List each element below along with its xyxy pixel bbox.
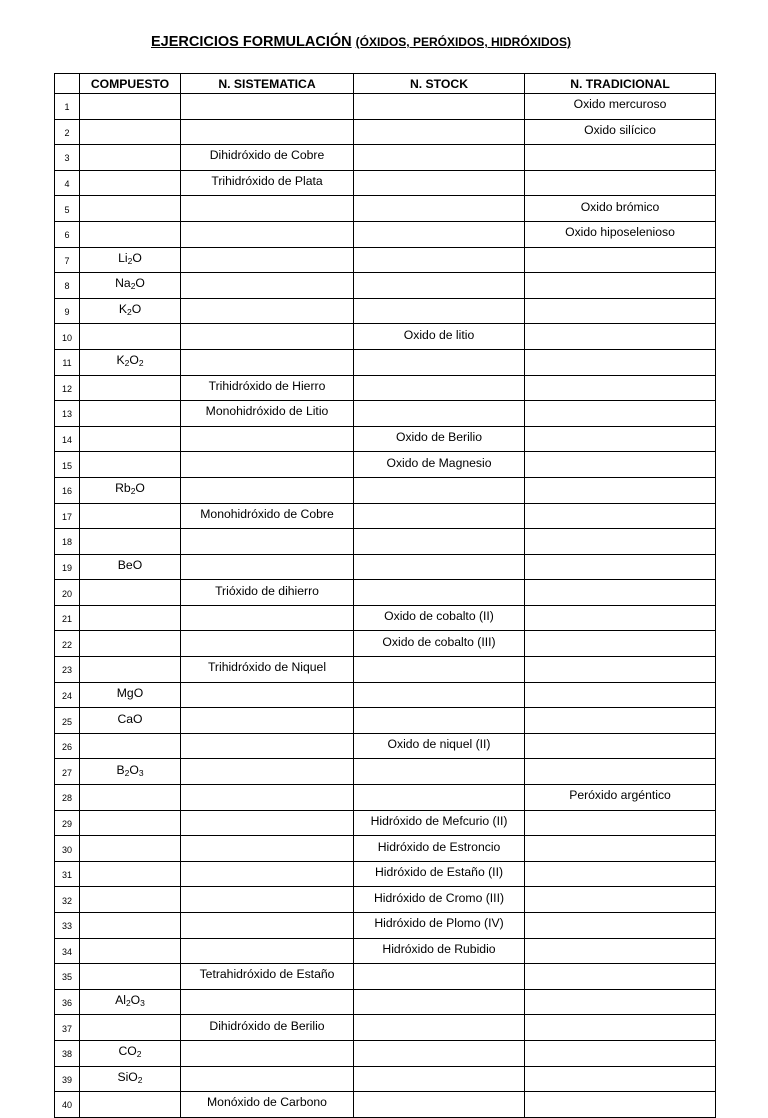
row-number: 7: [55, 247, 80, 273]
cell-compuesto: [80, 836, 181, 862]
cell-compuesto: [80, 273, 181, 299]
cell-sistematica: Tetrahidróxido de Estaño: [181, 964, 354, 990]
formula-part: BeO: [117, 557, 143, 572]
column-header-compuesto: COMPUESTO: [80, 74, 181, 94]
cell-stock: [354, 349, 525, 375]
column-header-number: [55, 74, 80, 94]
table-row: [55, 119, 716, 145]
formula-part: O: [131, 302, 142, 317]
cell-compuesto: [80, 119, 181, 145]
cell-compuesto: [80, 964, 181, 990]
table-row: [55, 375, 716, 401]
cell-compuesto: [80, 221, 181, 247]
cell-sistematica: [181, 605, 354, 631]
cell-tradicional: [525, 733, 716, 759]
row-number: 6: [55, 221, 80, 247]
table-row: [55, 196, 716, 222]
cell-compuesto: [80, 349, 181, 375]
cell-sistematica: [181, 477, 354, 503]
cell-tradicional: [525, 1015, 716, 1041]
row-number: 4: [55, 170, 80, 196]
cell-stock: [354, 529, 525, 555]
cell-sistematica: [181, 349, 354, 375]
row-number: 25: [55, 708, 80, 734]
row-number: 10: [55, 324, 80, 350]
row-number: 22: [55, 631, 80, 657]
cell-sistematica: [181, 810, 354, 836]
cell-compuesto: [80, 375, 181, 401]
cell-compuesto: [80, 196, 181, 222]
cell-stock: [354, 119, 525, 145]
table-row: [55, 682, 716, 708]
cell-sistematica: Trihidróxido de Plata: [181, 170, 354, 196]
cell-stock: [354, 580, 525, 606]
cell-tradicional: [525, 554, 716, 580]
cell-sistematica: [181, 324, 354, 350]
cell-sistematica: Monóxido de Carbono: [181, 1092, 354, 1118]
cell-sistematica: [181, 452, 354, 478]
cell-tradicional: [525, 247, 716, 273]
row-number: 21: [55, 605, 80, 631]
cell-stock: [354, 1015, 525, 1041]
cell-tradicional: [525, 913, 716, 939]
cell-sistematica: [181, 529, 354, 555]
formula-subscript: 2: [138, 358, 144, 369]
cell-stock: [354, 989, 525, 1015]
table-row: [55, 426, 716, 452]
row-number: 28: [55, 785, 80, 811]
formula-subscript: 2: [137, 1074, 143, 1085]
cell-stock: Oxido de cobalto (II): [354, 605, 525, 631]
cell-tradicional: [525, 503, 716, 529]
cell-compuesto: [80, 785, 181, 811]
table-row: [55, 94, 716, 120]
cell-sistematica: [181, 913, 354, 939]
row-number: 36: [55, 989, 80, 1015]
row-number: 15: [55, 452, 80, 478]
cell-compuesto: [80, 503, 181, 529]
row-number: 38: [55, 1040, 80, 1066]
title-main: EJERCICIOS FORMULACIÓN: [151, 34, 352, 50]
table-row: [55, 298, 716, 324]
table-row: [55, 1092, 716, 1118]
row-number: 37: [55, 1015, 80, 1041]
table-row: [55, 503, 716, 529]
cell-stock: [354, 708, 525, 734]
table-row: [55, 836, 716, 862]
cell-tradicional: [525, 708, 716, 734]
formula-part: O: [129, 353, 139, 368]
cell-tradicional: [525, 989, 716, 1015]
cell-compuesto: [80, 145, 181, 171]
cell-compuesto: [80, 580, 181, 606]
table-row: [55, 401, 716, 427]
table-row: [55, 657, 716, 683]
row-number: 17: [55, 503, 80, 529]
formula-part: O: [129, 762, 139, 777]
cell-compuesto: [80, 529, 181, 555]
table-body: [55, 94, 716, 1118]
cell-sistematica: [181, 682, 354, 708]
table-row: [55, 145, 716, 171]
row-number: 9: [55, 298, 80, 324]
formula-subscript: 2: [124, 767, 130, 778]
row-number: 8: [55, 273, 80, 299]
cell-sistematica: [181, 861, 354, 887]
cell-sistematica: [181, 708, 354, 734]
row-number: 11: [55, 349, 80, 375]
row-number: 30: [55, 836, 80, 862]
cell-sistematica: [181, 989, 354, 1015]
cell-stock: [354, 298, 525, 324]
cell-compuesto: [80, 605, 181, 631]
table-row: [55, 938, 716, 964]
table-row: [55, 554, 716, 580]
cell-stock: Hidróxido de Cromo (III): [354, 887, 525, 913]
cell-tradicional: [525, 375, 716, 401]
row-number: 13: [55, 401, 80, 427]
cell-compuesto: [80, 887, 181, 913]
cell-stock: [354, 554, 525, 580]
cell-sistematica: [181, 554, 354, 580]
cell-sistematica: [181, 273, 354, 299]
table-row: [55, 1040, 716, 1066]
table-row: [55, 989, 716, 1015]
row-number: 24: [55, 682, 80, 708]
cell-sistematica: [181, 938, 354, 964]
cell-compuesto: [80, 631, 181, 657]
column-header-stock: N. STOCK: [354, 74, 525, 94]
table-row: [55, 349, 716, 375]
cell-tradicional: Oxido mercuroso: [525, 94, 716, 120]
cell-compuesto: [80, 554, 181, 580]
cell-tradicional: [525, 605, 716, 631]
table-row: [55, 733, 716, 759]
table-row: [55, 529, 716, 555]
row-number: 26: [55, 733, 80, 759]
cell-stock: [354, 196, 525, 222]
formula-part: Na: [115, 276, 131, 291]
cell-tradicional: [525, 170, 716, 196]
cell-stock: Oxido de Berilio: [354, 426, 525, 452]
formula-part: CaO: [117, 711, 143, 726]
cell-compuesto: [80, 938, 181, 964]
cell-sistematica: Trihidróxido de Hierro: [181, 375, 354, 401]
cell-sistematica: Dihidróxido de Cobre: [181, 145, 354, 171]
cell-stock: [354, 1040, 525, 1066]
formula-part: O: [132, 250, 142, 265]
table-header-row: [55, 74, 716, 94]
cell-tradicional: [525, 324, 716, 350]
cell-stock: [354, 170, 525, 196]
row-number: 2: [55, 119, 80, 145]
row-number: 35: [55, 964, 80, 990]
cell-sistematica: [181, 733, 354, 759]
table-row: [55, 913, 716, 939]
cell-stock: Hidróxido de Mefcurio (II): [354, 810, 525, 836]
formula-part: O: [130, 993, 141, 1008]
formula-subscript: 2: [136, 1049, 142, 1060]
cell-stock: [354, 785, 525, 811]
cell-compuesto: [80, 426, 181, 452]
cell-compuesto: [80, 708, 181, 734]
formula-subscript: 2: [125, 998, 131, 1009]
cell-tradicional: [525, 657, 716, 683]
cell-compuesto: [80, 657, 181, 683]
table-row: [55, 964, 716, 990]
cell-sistematica: [181, 247, 354, 273]
cell-tradicional: [525, 861, 716, 887]
cell-stock: [354, 477, 525, 503]
cell-tradicional: [525, 836, 716, 862]
cell-tradicional: [525, 298, 716, 324]
cell-stock: [354, 273, 525, 299]
formula-part: SiO: [117, 1069, 138, 1084]
formula-part: MgO: [116, 685, 144, 700]
cell-tradicional: [525, 529, 716, 555]
table-row: [55, 785, 716, 811]
formula-subscript: 2: [130, 486, 136, 497]
formula-part: K: [116, 353, 125, 368]
cell-stock: Hidróxido de Estaño (II): [354, 861, 525, 887]
table-row: [55, 1066, 716, 1092]
formula-part: CO: [118, 1044, 137, 1059]
cell-tradicional: [525, 426, 716, 452]
cell-compuesto: [80, 989, 181, 1015]
cell-sistematica: [181, 119, 354, 145]
formula-subscript: 2: [127, 255, 133, 266]
cell-tradicional: [525, 887, 716, 913]
cell-stock: Hidróxido de Rubidio: [354, 938, 525, 964]
cell-tradicional: [525, 682, 716, 708]
cell-tradicional: [525, 964, 716, 990]
row-number: 40: [55, 1092, 80, 1118]
cell-sistematica: [181, 759, 354, 785]
formula-part: Li: [118, 250, 128, 265]
cell-stock: [354, 247, 525, 273]
cell-stock: Hidróxido de Plomo (IV): [354, 913, 525, 939]
table-row: [55, 580, 716, 606]
table-row: [55, 477, 716, 503]
cell-sistematica: [181, 94, 354, 120]
cell-sistematica: [181, 196, 354, 222]
cell-stock: Oxido de niquel (II): [354, 733, 525, 759]
cell-tradicional: [525, 349, 716, 375]
cell-tradicional: [525, 810, 716, 836]
table-row: [55, 708, 716, 734]
column-header-tradicional: N. TRADICIONAL: [525, 74, 716, 94]
cell-tradicional: [525, 580, 716, 606]
row-number: 3: [55, 145, 80, 171]
cell-tradicional: [525, 1092, 716, 1118]
cell-compuesto: [80, 1066, 181, 1092]
cell-stock: [354, 682, 525, 708]
cell-stock: Oxido de Magnesio: [354, 452, 525, 478]
cell-compuesto: [80, 810, 181, 836]
cell-sistematica: Monohidróxido de Litio: [181, 401, 354, 427]
cell-compuesto: [80, 247, 181, 273]
cell-compuesto: [80, 401, 181, 427]
row-number: 16: [55, 477, 80, 503]
cell-stock: [354, 94, 525, 120]
cell-sistematica: [181, 887, 354, 913]
cell-sistematica: Trihidróxido de Niquel: [181, 657, 354, 683]
row-number: 18: [55, 529, 80, 555]
cell-compuesto: [80, 324, 181, 350]
row-number: 20: [55, 580, 80, 606]
row-number: 19: [55, 554, 80, 580]
formula-subscript: 3: [140, 998, 145, 1009]
cell-stock: [354, 503, 525, 529]
table-row: [55, 759, 716, 785]
cell-tradicional: [525, 401, 716, 427]
cell-compuesto: [80, 861, 181, 887]
cell-sistematica: [181, 1066, 354, 1092]
cell-tradicional: Peróxido argéntico: [525, 785, 716, 811]
cell-tradicional: [525, 1066, 716, 1092]
cell-stock: Oxido de litio: [354, 324, 525, 350]
cell-stock: [354, 657, 525, 683]
table-row: [55, 810, 716, 836]
cell-compuesto: [80, 170, 181, 196]
formula-part: Rb: [115, 481, 131, 496]
row-number: 5: [55, 196, 80, 222]
cell-sistematica: [181, 1040, 354, 1066]
cell-compuesto: [80, 913, 181, 939]
cell-tradicional: [525, 1040, 716, 1066]
formula-subscript: 3: [138, 767, 144, 778]
cell-stock: [354, 1066, 525, 1092]
table-row: [55, 452, 716, 478]
formula-part: Al: [115, 993, 126, 1008]
cell-compuesto: [80, 733, 181, 759]
exercise-table: [54, 73, 716, 1118]
row-number: 1: [55, 94, 80, 120]
cell-stock: Oxido de cobalto (III): [354, 631, 525, 657]
formula-subscript: 2: [126, 307, 132, 318]
cell-compuesto: [80, 759, 181, 785]
title-subtitle: (ÓXIDOS, PERÓXIDOS, HIDRÓXIDOS): [355, 35, 571, 49]
cell-compuesto: [80, 94, 181, 120]
cell-sistematica: [181, 221, 354, 247]
table-row: [55, 861, 716, 887]
formula-subscript: 2: [130, 281, 136, 292]
table-row: [55, 631, 716, 657]
cell-stock: [354, 375, 525, 401]
cell-stock: [354, 145, 525, 171]
cell-stock: [354, 964, 525, 990]
row-number: 29: [55, 810, 80, 836]
row-number: 31: [55, 861, 80, 887]
cell-tradicional: [525, 477, 716, 503]
table-row: [55, 887, 716, 913]
table-row: [55, 605, 716, 631]
cell-compuesto: [80, 1092, 181, 1118]
cell-sistematica: Dihidróxido de Berilio: [181, 1015, 354, 1041]
cell-stock: [354, 221, 525, 247]
formula-part: B: [116, 762, 125, 777]
page-title: [0, 34, 722, 50]
cell-compuesto: [80, 452, 181, 478]
cell-tradicional: [525, 631, 716, 657]
cell-compuesto: [80, 298, 181, 324]
cell-tradicional: [525, 938, 716, 964]
row-number: 34: [55, 938, 80, 964]
cell-tradicional: [525, 273, 716, 299]
table-row: [55, 247, 716, 273]
cell-sistematica: Monohidróxido de Cobre: [181, 503, 354, 529]
cell-stock: Hidróxido de Estroncio: [354, 836, 525, 862]
cell-tradicional: [525, 452, 716, 478]
table-row: [55, 221, 716, 247]
formula-part: K: [118, 302, 127, 317]
cell-tradicional: [525, 759, 716, 785]
table-row: [55, 1015, 716, 1041]
cell-tradicional: Oxido hiposelenioso: [525, 221, 716, 247]
row-number: 27: [55, 759, 80, 785]
cell-compuesto: [80, 682, 181, 708]
cell-stock: [354, 401, 525, 427]
formula-part: O: [135, 276, 145, 291]
formula-part: O: [135, 481, 145, 496]
cell-compuesto: [80, 477, 181, 503]
cell-sistematica: [181, 785, 354, 811]
cell-stock: [354, 759, 525, 785]
table-row: [55, 273, 716, 299]
column-header-sistematica: N. SISTEMATICA: [181, 74, 354, 94]
cell-sistematica: [181, 836, 354, 862]
cell-compuesto: [80, 1015, 181, 1041]
table-row: [55, 170, 716, 196]
cell-sistematica: [181, 298, 354, 324]
row-number: 33: [55, 913, 80, 939]
row-number: 12: [55, 375, 80, 401]
formula-subscript: 2: [124, 358, 130, 369]
cell-stock: [354, 1092, 525, 1118]
cell-tradicional: Oxido silícico: [525, 119, 716, 145]
row-number: 39: [55, 1066, 80, 1092]
cell-sistematica: [181, 426, 354, 452]
cell-sistematica: Trióxido de dihierro: [181, 580, 354, 606]
row-number: 23: [55, 657, 80, 683]
table-row: [55, 324, 716, 350]
cell-compuesto: [80, 1040, 181, 1066]
row-number: 32: [55, 887, 80, 913]
cell-tradicional: [525, 145, 716, 171]
row-number: 14: [55, 426, 80, 452]
cell-sistematica: [181, 631, 354, 657]
cell-tradicional: Oxido brómico: [525, 196, 716, 222]
